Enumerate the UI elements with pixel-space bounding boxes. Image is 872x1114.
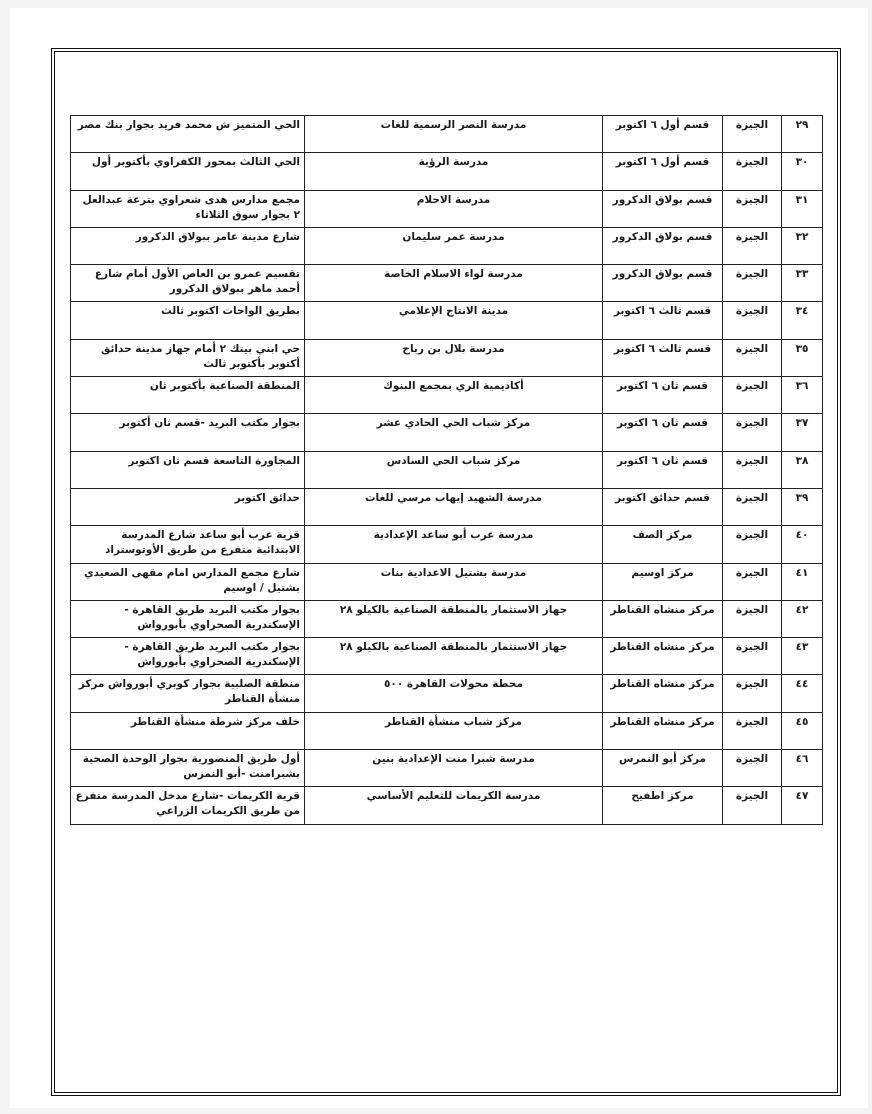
row-number: ٤٠	[782, 526, 823, 563]
venue-cell: جهاز الاستثمار بالمنطقة الصناعية بالكيلو ٢٨	[305, 638, 603, 675]
address-cell: مجمع مدارس هدى شعراوي بترعة عبدالعل ٢ بجوار سوق الثلاثاء	[71, 190, 305, 227]
row-number: ٣٩	[782, 488, 823, 525]
row-number: ٤٢	[782, 600, 823, 637]
address-cell: بجوار مكتب البريد طريق القاهرة - الإسكندرية الصحراوي بأبورواش	[71, 600, 305, 637]
governorate-cell: الجيزة	[723, 190, 782, 227]
venue-cell: مدرسة بلال بن رباح	[305, 339, 603, 376]
table-row	[71, 526, 823, 563]
governorate-cell: الجيزة	[723, 750, 782, 787]
table-row	[71, 750, 823, 787]
address-cell: شارع مجمع المدارس امام مقهى الصعيدي بشتيل / اوسيم	[71, 563, 305, 600]
district-cell: قسم ثالث ٦ اكتوبر	[603, 302, 723, 339]
table-row	[71, 488, 823, 525]
address-cell: شارع مدينة عامر ببولاق الدكرور	[71, 227, 305, 264]
row-number: ٣٠	[782, 153, 823, 190]
governorate-cell: الجيزة	[723, 339, 782, 376]
district-cell: قسم بولاق الدكرور	[603, 265, 723, 302]
venue-cell: مركز شباب الحي الحادي عشر	[305, 414, 603, 451]
address-cell: بطريق الواحات اكتوبر ثالث	[71, 302, 305, 339]
governorate-cell: الجيزة	[723, 787, 782, 824]
table-row	[71, 675, 823, 712]
district-cell: قسم حدائق اكتوبر	[603, 488, 723, 525]
district-cell: مركز الصف	[603, 526, 723, 563]
table-row	[71, 116, 823, 153]
row-number: ٣٨	[782, 451, 823, 488]
district-cell: مركز منشاه القناطر	[603, 712, 723, 749]
table-row	[71, 153, 823, 190]
table-row	[71, 600, 823, 637]
table-row	[71, 712, 823, 749]
address-cell: أول طريق المنصورية بجوار الوحدة الصحية بشبرامنت -أبو النمرس	[71, 750, 305, 787]
address-cell: حي ابني بيتك ٢ أمام جهاز مدينة حدائق أكتوبر بأكتوبر ثالث	[71, 339, 305, 376]
table-row	[71, 787, 823, 824]
venue-cell: مدرسة النصر الرسمية للغات	[305, 116, 603, 153]
row-number: ٣٢	[782, 227, 823, 264]
venue-cell: مركز شباب منشأة القناطر	[305, 712, 603, 749]
venue-cell: مدرسة عرب أبو ساعد الإعدادية	[305, 526, 603, 563]
governorate-cell: الجيزة	[723, 488, 782, 525]
row-number: ٣١	[782, 190, 823, 227]
district-cell: قسم ثان ٦ اكتوبر	[603, 414, 723, 451]
address-cell: بجوار مكتب البريد طريق القاهرة - الإسكندرية الصحراوي بأبورواش	[71, 638, 305, 675]
venue-cell: مدرسة الشهيد إيهاب مرسي للغات	[305, 488, 603, 525]
table-row	[71, 227, 823, 264]
venue-cell: مدرسة عمر سليمان	[305, 227, 603, 264]
row-number: ٣٧	[782, 414, 823, 451]
governorate-cell: الجيزة	[723, 265, 782, 302]
row-number: ٢٩	[782, 116, 823, 153]
row-number: ٣٦	[782, 377, 823, 414]
row-number: ٣٣	[782, 265, 823, 302]
governorate-cell: الجيزة	[723, 675, 782, 712]
venue-cell: مدرسة شبرا منت الإعدادية بنين	[305, 750, 603, 787]
district-cell: مركز اوسيم	[603, 563, 723, 600]
venue-cell: مدرسة لواء الاسلام الخاصة	[305, 265, 603, 302]
address-cell: حدائق اكتوبر	[71, 488, 305, 525]
district-cell: قسم ثالث ٦ اكتوبر	[603, 339, 723, 376]
address-cell: الحي الثالث بمحور الكفراوي بأكتوبر أول	[71, 153, 305, 190]
address-cell: تقسيم عمرو بن العاص الأول أمام شارع أحمد ماهر ببولاق الدكرور	[71, 265, 305, 302]
governorate-cell: الجيزة	[723, 526, 782, 563]
table-row	[71, 638, 823, 675]
table-row	[71, 265, 823, 302]
venue-cell: مدرسة بشتيل الاعدادية بنات	[305, 563, 603, 600]
document-page	[10, 8, 868, 1108]
table-row	[71, 414, 823, 451]
governorate-cell: الجيزة	[723, 451, 782, 488]
address-cell: المجاورة التاسعة قسم ثان اكتوبر	[71, 451, 305, 488]
district-cell: مركز منشاه القناطر	[603, 638, 723, 675]
table-row	[71, 190, 823, 227]
address-cell: المنطقة الصناعية بأكتوبر ثان	[71, 377, 305, 414]
venue-cell: مدرسة الاحلام	[305, 190, 603, 227]
table-row	[71, 451, 823, 488]
venue-cell: مدرسة الكريمات للتعليم الأساسي	[305, 787, 603, 824]
row-number: ٤٥	[782, 712, 823, 749]
governorate-cell: الجيزة	[723, 153, 782, 190]
governorate-cell: الجيزة	[723, 116, 782, 153]
venue-cell: محطة محولات القاهرة ٥٠٠	[305, 675, 603, 712]
district-cell: مركز منشاه القناطر	[603, 600, 723, 637]
governorate-cell: الجيزة	[723, 377, 782, 414]
address-cell: بجوار مكتب البريد -قسم ثان أكتوبر	[71, 414, 305, 451]
address-cell: الحي المتميز ش محمد فريد بجوار بنك مصر	[71, 116, 305, 153]
governorate-cell: الجيزة	[723, 638, 782, 675]
table-body	[71, 116, 823, 825]
district-cell: قسم أول ٦ اكتوبر	[603, 153, 723, 190]
row-number: ٤٧	[782, 787, 823, 824]
district-cell: قسم بولاق الدكرور	[603, 190, 723, 227]
row-number: ٤٦	[782, 750, 823, 787]
address-cell: قرية الكريمات -شارع مدخل المدرسة متفرع من طريق الكريمات الزراعي	[71, 787, 305, 824]
venue-cell: أكاديمية الري بمجمع البنوك	[305, 377, 603, 414]
governorate-cell: الجيزة	[723, 600, 782, 637]
address-cell: منطقة الصلبية بجوار كوبري أبورواش مركز منشأة القناطر	[71, 675, 305, 712]
row-number: ٤٣	[782, 638, 823, 675]
polling-stations-table	[70, 115, 823, 825]
venue-cell: مدينة الانتاج الإعلامي	[305, 302, 603, 339]
governorate-cell: الجيزة	[723, 414, 782, 451]
table-row	[71, 563, 823, 600]
governorate-cell: الجيزة	[723, 302, 782, 339]
address-cell: قرية عرب أبو ساعد شارع المدرسة الابتدائية متفرع من طريق الأوتوستراد	[71, 526, 305, 563]
venue-cell: جهاز الاستثمار بالمنطقة الصناعية بالكيلو ٢٨	[305, 600, 603, 637]
governorate-cell: الجيزة	[723, 227, 782, 264]
governorate-cell: الجيزة	[723, 563, 782, 600]
table-row	[71, 339, 823, 376]
district-cell: مركز اطفيح	[603, 787, 723, 824]
district-cell: قسم أول ٦ اكتوبر	[603, 116, 723, 153]
row-number: ٤١	[782, 563, 823, 600]
venue-cell: مركز شباب الحي السادس	[305, 451, 603, 488]
district-cell: قسم بولاق الدكرور	[603, 227, 723, 264]
district-cell: قسم ثان ٦ اكتوبر	[603, 451, 723, 488]
district-cell: مركز أبو النمرس	[603, 750, 723, 787]
table-row	[71, 377, 823, 414]
row-number: ٣٤	[782, 302, 823, 339]
row-number: ٤٤	[782, 675, 823, 712]
district-cell: مركز منشاه القناطر	[603, 675, 723, 712]
table-row	[71, 302, 823, 339]
district-cell: قسم ثان ٦ اكتوبر	[603, 377, 723, 414]
address-cell: خلف مركز شرطة منشأة القناطر	[71, 712, 305, 749]
venue-cell: مدرسة الرؤية	[305, 153, 603, 190]
governorate-cell: الجيزة	[723, 712, 782, 749]
row-number: ٣٥	[782, 339, 823, 376]
